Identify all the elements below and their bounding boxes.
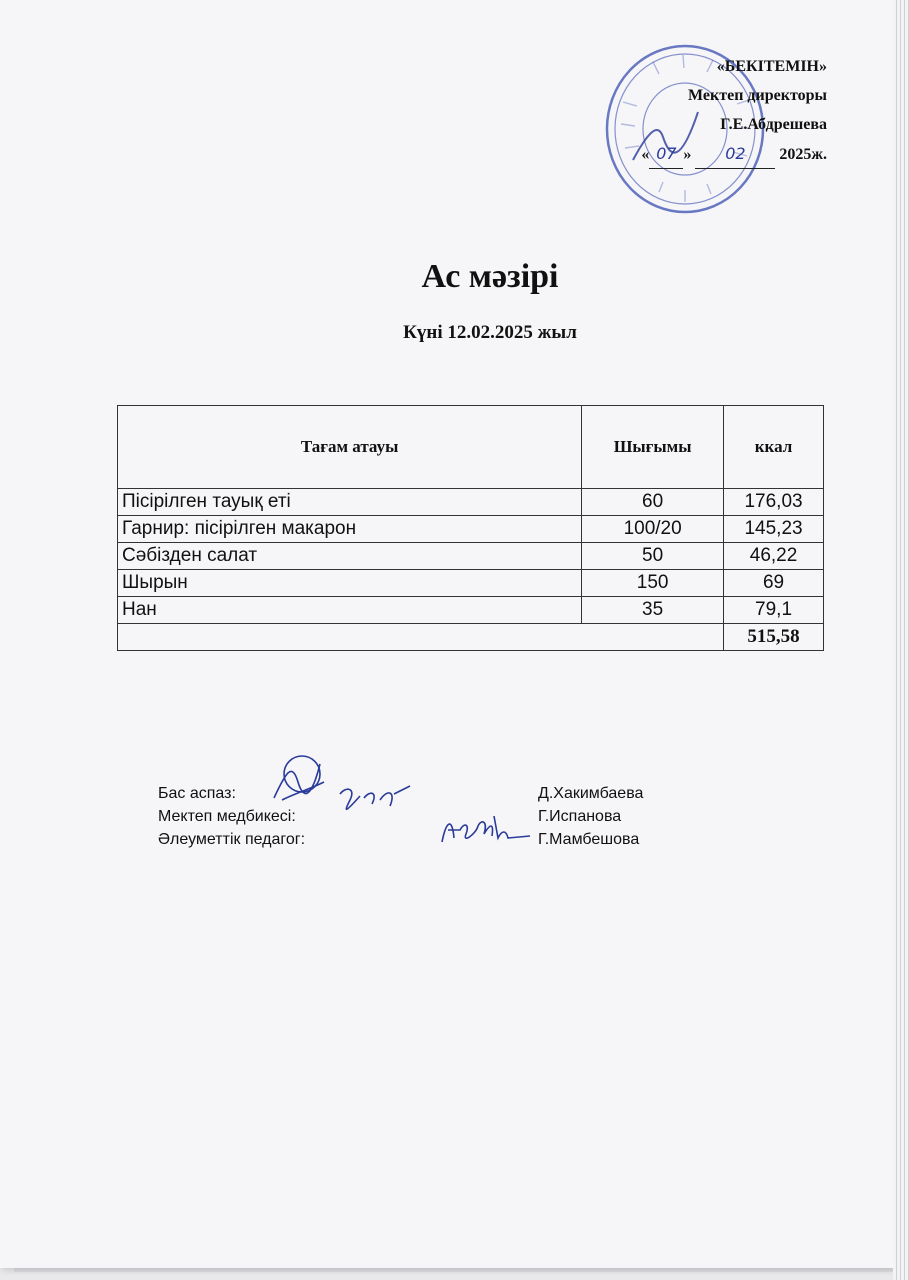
nurse-signature-drawing <box>334 782 414 818</box>
date-year: 2025ж. <box>779 146 827 163</box>
total-row <box>118 624 824 651</box>
date-close-quote: » <box>683 146 692 163</box>
signatures-block <box>158 782 678 851</box>
dish-kcal: 79,1 <box>724 597 824 624</box>
dish-yield: 150 <box>582 570 724 597</box>
page-title: Ас мәзірі <box>421 258 559 295</box>
date-month: 02 <box>695 139 775 169</box>
dish-kcal: 46,22 <box>724 543 824 570</box>
header-yield: Шығымы <box>582 406 724 489</box>
approval-date <box>641 139 827 169</box>
signature-role: Әлеуметтік педагог: <box>158 831 306 848</box>
header-dish-name: Тағам атауы <box>118 406 582 489</box>
dish-yield: 50 <box>582 543 724 570</box>
date-day: 07 <box>649 139 683 169</box>
dish-name: Нан <box>118 597 582 624</box>
dish-name: Пісірілген тауық еті <box>118 489 582 516</box>
signature-role: Бас аспаз: <box>158 785 236 802</box>
dish-name: Сәбізден салат <box>118 543 582 570</box>
pedagog-signature-drawing <box>436 808 532 850</box>
header-kcal: ккал <box>724 406 824 489</box>
menu-table <box>117 405 824 651</box>
signature-row-chef <box>158 782 678 805</box>
total-label-cell <box>118 624 724 651</box>
dish-name: Шырын <box>118 570 582 597</box>
table-row <box>118 516 824 543</box>
dish-kcal: 145,23 <box>724 516 824 543</box>
dish-name: Гарнир: пісірілген макарон <box>118 516 582 543</box>
dish-yield: 60 <box>582 489 724 516</box>
signature-row-nurse <box>158 805 678 828</box>
approval-block <box>641 52 827 169</box>
table-header-row <box>118 406 824 489</box>
signature-name: Г.Мамбешова <box>538 831 640 848</box>
date-open-quote: « <box>641 146 650 163</box>
signature-role: Мектеп медбикесі: <box>158 808 296 825</box>
dish-yield: 100/20 <box>582 516 724 543</box>
table-row <box>118 597 824 624</box>
dish-kcal: 69 <box>724 570 824 597</box>
signature-row-pedagog <box>158 828 678 851</box>
date-subtitle: Күні 12.02.2025 жыл <box>403 322 577 343</box>
approval-position: Мектеп директоры <box>688 87 827 104</box>
signature-name: Г.Испанова <box>538 808 622 825</box>
table-row <box>118 489 824 516</box>
dish-yield: 35 <box>582 597 724 624</box>
table-row <box>118 570 824 597</box>
dish-kcal: 176,03 <box>724 489 824 516</box>
total-kcal: 515,58 <box>724 624 824 651</box>
signature-name: Д.Хакимбаева <box>538 785 644 802</box>
approval-name: Г.Е.Абдрешева <box>720 116 827 133</box>
approval-title: «БЕКІТЕМІН» <box>716 58 827 75</box>
chef-signature-drawing <box>268 752 328 808</box>
page-edge-stack <box>893 0 909 1280</box>
table-row <box>118 543 824 570</box>
